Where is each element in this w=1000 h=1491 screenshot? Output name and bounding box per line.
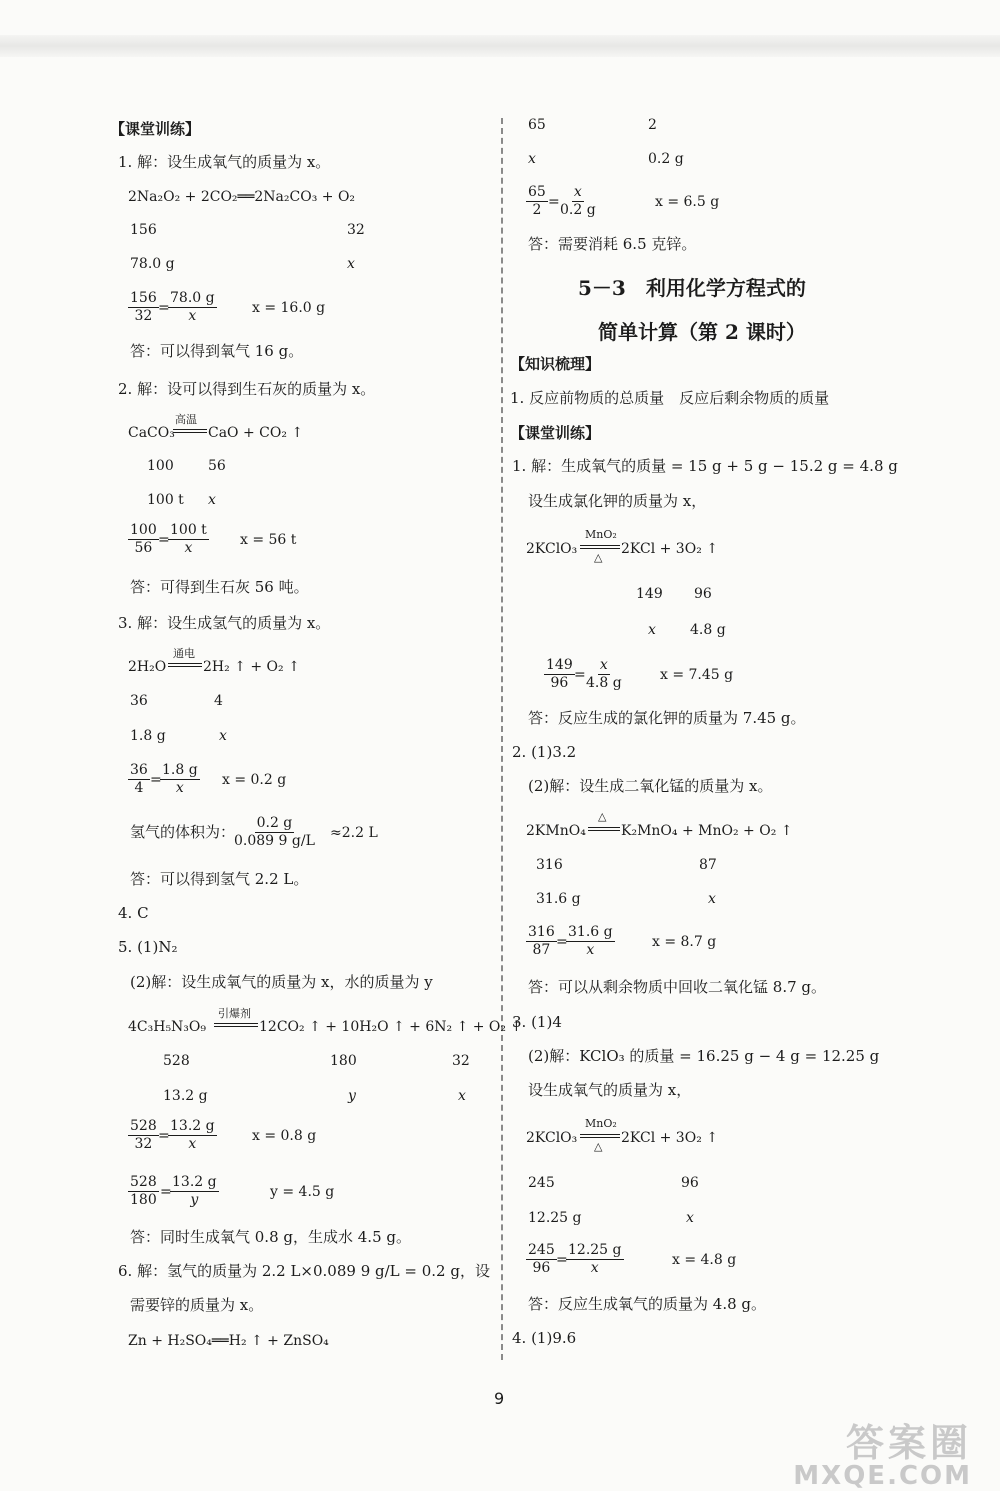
q3-eq-right: 2H₂ ↑ + O₂ ↑ <box>203 659 300 675</box>
q3-volume-label: 氢气的体积为： <box>130 823 236 841</box>
r2-result: x = 8.7 g <box>652 934 717 950</box>
r2-fraction-1: $\frac{316}{87}$ <box>528 924 555 958</box>
r3-molar-2: 96 <box>681 1175 699 1191</box>
r2-molar-2: 87 <box>699 857 717 873</box>
q5-eq-left: 4C₃H₅N₃O₉ <box>128 1019 207 1035</box>
page-number: 9 <box>494 1389 505 1408</box>
q4-answer: 4. C <box>118 904 149 922</box>
q5-answer: 答：同时生成氧气 0.8 g，生成水 4.5 g。 <box>130 1228 411 1246</box>
q2-value-1: 100 t <box>147 492 184 508</box>
lesson-title-line1: 5－3 利用化学方程式的 <box>578 276 806 300</box>
r1-line1: 1. 解：生成氧气的质量 = 15 g + 5 g − 15.2 g = 4.8 g <box>512 457 898 475</box>
r1-heat-symbol: △ <box>594 551 603 564</box>
q5-fraction-a1: $\frac{528}{32}$ <box>130 1118 157 1152</box>
watermark-url: MXQE.COM <box>793 1461 972 1491</box>
r4-answer: 4. (1)9.6 <box>512 1329 577 1347</box>
r3-fraction-2: $\frac{12.25 g}{x}$ <box>568 1242 622 1276</box>
r3-part1: 3. (1)4 <box>512 1013 562 1031</box>
q2-eq-right: CaO + CO₂ ↑ <box>208 425 304 441</box>
q6-fraction-1: $\frac{65}{2}$ <box>528 184 546 218</box>
reaction-arrow <box>580 545 620 549</box>
r1-value-2: 4.8 g <box>690 622 726 638</box>
q6-molar-2: 2 <box>648 117 657 133</box>
r2-fraction-2: $\frac{31.6 g}{x}$ <box>568 924 613 958</box>
q6-fraction-2: $\frac{x}{0.2 g}$ <box>560 184 596 218</box>
equals-sign: = <box>150 772 162 788</box>
q6-result: x = 6.5 g <box>655 194 720 210</box>
section-header: 【课堂训练】 <box>510 424 601 442</box>
r3-part2: (2)解：KClO₃ 的质量 = 16.25 g − 4 g = 12.25 g <box>528 1047 880 1065</box>
q1-molar-2: 32 <box>347 222 365 238</box>
q1-molar-1: 156 <box>130 222 157 238</box>
lesson-title-line2: 简单计算（第 2 课时） <box>598 320 806 344</box>
q3-value-2: x <box>219 728 227 744</box>
q5-value-3: x <box>458 1088 466 1104</box>
r3-eq-right: 2KCl + 3O₂ ↑ <box>621 1130 718 1146</box>
r2-answer: 答：可以从剩余物质中回收二氧化锰 8.7 g。 <box>528 978 826 996</box>
reaction-arrow <box>588 827 620 831</box>
r2-value-1: 31.6 g <box>536 891 581 907</box>
r3-heat-symbol: △ <box>594 1140 603 1153</box>
q5-result-y: y = 4.5 g <box>270 1184 335 1200</box>
r1-line2: 设生成氯化钾的质量为 x， <box>528 492 707 510</box>
equals-sign: = <box>548 194 560 210</box>
r3-result: x = 4.8 g <box>672 1252 737 1268</box>
q2-condition: 高温 <box>175 413 197 426</box>
equals-sign: = <box>158 532 170 548</box>
q3-volume-fraction: $\frac{0.2 g}{0.089 9 g/L}$ <box>234 815 315 849</box>
r1-molar-1: 149 <box>636 586 663 602</box>
q6-answer: 答：需要消耗 6.5 克锌。 <box>528 235 697 253</box>
r2-eq-left: 2KMnO₄ <box>526 823 586 839</box>
q6-equation: Zn + H₂SO₄══H₂ ↑ + ZnSO₄ <box>128 1333 329 1349</box>
r1-result: x = 7.45 g <box>660 667 734 683</box>
r2-value-2: x <box>708 891 716 907</box>
knowledge-item-1: 1. 反应前物质的总质量 反应后剩余物质的质量 <box>510 389 830 407</box>
r2-molar-1: 316 <box>536 857 563 873</box>
q3-eq-left: 2H₂O <box>128 659 167 675</box>
q3-result: x = 0.2 g <box>222 772 287 788</box>
r1-answer: 答：反应生成的氯化钾的质量为 7.45 g。 <box>528 709 806 727</box>
r2-heat-symbol: △ <box>598 810 607 823</box>
reaction-arrow <box>168 663 202 667</box>
r1-eq-left: 2KClO₃ <box>526 541 578 557</box>
q3-value-1: 1.8 g <box>130 728 166 744</box>
q2-fraction-2: $\frac{100 t}{x}$ <box>170 522 207 556</box>
q2-answer: 答：可得到生石灰 56 吨。 <box>130 578 309 596</box>
q3-fraction-2: $\frac{1.8 g}{x}$ <box>162 762 198 796</box>
watermark-logo <box>793 1412 972 1491</box>
r1-fraction-2: $\frac{x}{4.8 g}$ <box>586 657 622 691</box>
r3-value-2: x <box>686 1210 694 1226</box>
q2-fraction-1: $\frac{100}{56}$ <box>130 522 157 556</box>
q5-part1: 5. (1)N₂ <box>118 938 178 956</box>
reaction-arrow <box>580 1134 620 1138</box>
q2-eq-left: CaCO₃ <box>128 425 175 441</box>
r1-fraction-1: $\frac{149}{96}$ <box>546 657 573 691</box>
q5-result-x: x = 0.8 g <box>252 1128 317 1144</box>
q5-part2: (2)解：设生成氧气的质量为 x，水的质量为 y <box>130 973 433 991</box>
knowledge-header: 【知识梳理】 <box>510 355 601 373</box>
r3-part3: 设生成氧气的质量为 x， <box>528 1081 692 1099</box>
scan-noise-band <box>0 35 1000 57</box>
q1-intro: 1. 解：设生成氧气的质量为 x。 <box>118 153 331 171</box>
q2-intro: 2. 解：设可以得到生石灰的质量为 x。 <box>118 380 376 398</box>
q3-answer: 答：可以得到氢气 2.2 L。 <box>130 870 309 888</box>
r3-value-1: 12.25 g <box>528 1210 582 1226</box>
r3-fraction-1: $\frac{245}{96}$ <box>528 1242 555 1276</box>
q1-equation: 2Na₂O₂ + 2CO₂══2Na₂CO₃ + O₂ <box>128 189 356 205</box>
q3-molar-2: 4 <box>214 693 223 709</box>
q3-intro: 3. 解：设生成氢气的质量为 x。 <box>118 614 331 632</box>
equals-sign: = <box>556 1252 568 1268</box>
equals-sign: = <box>158 300 170 316</box>
q5-eq-right: 12CO₂ ↑ + 10H₂O ↑ + 6N₂ ↑ + O₂ ↑ <box>259 1019 523 1035</box>
q5-fraction-a2: $\frac{13.2 g}{x}$ <box>170 1118 215 1152</box>
q2-value-2: x <box>208 492 216 508</box>
q3-volume-result: ≈2.2 L <box>330 825 378 841</box>
q1-fraction-1: $\frac{156}{32}$ <box>130 290 157 324</box>
q6-value-1: x <box>528 151 536 167</box>
q6-molar-1: 65 <box>528 117 546 133</box>
q5-fraction-b1: $\frac{528}{180}$ <box>130 1174 157 1208</box>
reaction-arrow <box>173 429 207 433</box>
equals-sign: = <box>574 667 586 683</box>
q2-result: x = 56 t <box>240 532 297 548</box>
r2-part2: (2)解：设生成二氧化锰的质量为 x。 <box>528 777 773 795</box>
r3-molar-1: 245 <box>528 1175 555 1191</box>
r3-catalyst: MnO₂ <box>585 1117 617 1130</box>
r1-molar-2: 96 <box>694 586 712 602</box>
q6-intro-1: 6. 解：氢气的质量为 2.2 L×0.089 9 g/L = 0.2 g，设 <box>118 1262 490 1280</box>
section-header: 【课堂训练】 <box>110 120 201 138</box>
r1-catalyst: MnO₂ <box>585 528 617 541</box>
column-divider <box>501 118 503 1360</box>
q5-value-2: y <box>348 1088 356 1104</box>
q5-molar-1: 528 <box>163 1053 190 1069</box>
r2-part1: 2. (1)3.2 <box>512 743 577 761</box>
q3-condition: 通电 <box>173 647 195 660</box>
q6-intro-2: 需要锌的质量为 x。 <box>130 1296 264 1314</box>
q1-fraction-2: $\frac{78.0 g}{x}$ <box>170 290 215 324</box>
q5-molar-2: 180 <box>330 1053 357 1069</box>
q3-molar-1: 36 <box>130 693 148 709</box>
q1-value-1: 78.0 g <box>130 256 175 272</box>
r1-eq-right: 2KCl + 3O₂ ↑ <box>621 541 718 557</box>
q3-fraction-1: $\frac{36}{4}$ <box>130 762 148 796</box>
q5-value-1: 13.2 g <box>163 1088 208 1104</box>
equals-sign: = <box>160 1184 172 1200</box>
r3-answer: 答：反应生成氧气的质量为 4.8 g。 <box>528 1295 766 1313</box>
q1-answer: 答：可以得到氧气 16 g。 <box>130 342 304 360</box>
q5-fraction-b2: $\frac{13.2 g}{y}$ <box>172 1174 217 1208</box>
watermark-text: 答案圈 <box>845 1421 972 1465</box>
r1-value-1: x <box>648 622 656 638</box>
q6-value-2: 0.2 g <box>648 151 684 167</box>
q2-molar-1: 100 <box>147 458 174 474</box>
equals-sign: = <box>158 1128 170 1144</box>
r2-eq-right: K₂MnO₄ + MnO₂ + O₂ ↑ <box>621 823 793 839</box>
q1-result: x = 16.0 g <box>252 300 326 316</box>
r3-eq-left: 2KClO₃ <box>526 1130 578 1146</box>
reaction-arrow <box>214 1023 258 1027</box>
q1-value-2: x <box>347 256 355 272</box>
q5-molar-3: 32 <box>452 1053 470 1069</box>
equals-sign: = <box>556 934 568 950</box>
q5-condition: 引爆剂 <box>218 1007 251 1020</box>
q2-molar-2: 56 <box>208 458 226 474</box>
